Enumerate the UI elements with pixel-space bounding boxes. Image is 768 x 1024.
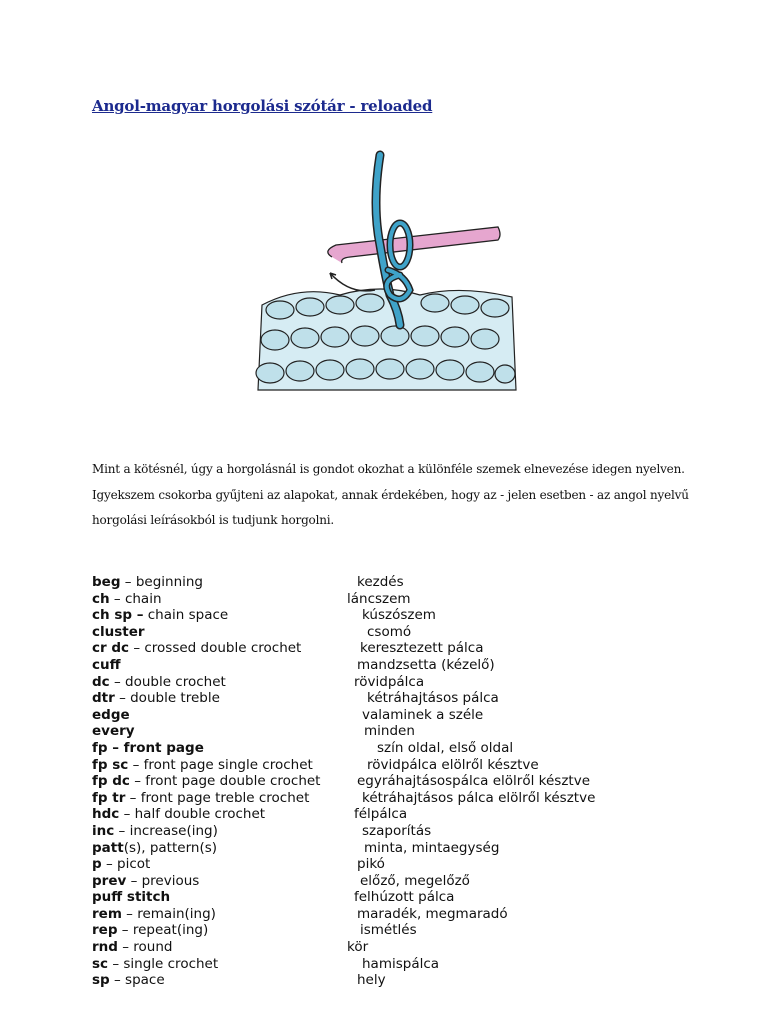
glossary-hungarian: maradék, megmaradó bbox=[357, 905, 508, 922]
glossary-abbr: every bbox=[92, 723, 135, 740]
glossary-row bbox=[92, 773, 712, 790]
glossary-row bbox=[92, 674, 712, 691]
glossary-hungarian: láncszem bbox=[347, 590, 411, 607]
glossary-term bbox=[92, 922, 208, 939]
glossary-hungarian: minta, mintaegység bbox=[364, 839, 500, 856]
glossary-english: – crossed double crochet bbox=[129, 640, 302, 657]
intro-line: horgolási leírásokból is tudjunk horgolni. bbox=[92, 513, 335, 527]
glossary-abbr: hdc bbox=[92, 806, 120, 823]
glossary-term bbox=[92, 939, 172, 956]
glossary-abbr: p bbox=[92, 856, 102, 873]
glossary-abbr: cuff bbox=[92, 656, 121, 673]
glossary-row bbox=[92, 856, 712, 873]
glossary-abbr: cr dc bbox=[92, 640, 130, 657]
glossary-term bbox=[92, 723, 135, 740]
glossary-row bbox=[92, 574, 712, 591]
glossary-row bbox=[92, 956, 712, 973]
glossary-hungarian: hamispálca bbox=[362, 955, 440, 972]
glossary-term bbox=[92, 906, 216, 923]
glossary-row bbox=[92, 889, 712, 906]
glossary-term bbox=[92, 840, 217, 857]
glossary-hungarian: előző, megelőző bbox=[360, 872, 470, 889]
glossary-english: – round bbox=[117, 939, 173, 956]
glossary-term bbox=[92, 657, 121, 674]
glossary-english: – previous bbox=[126, 872, 200, 889]
glossary-term bbox=[92, 806, 265, 823]
glossary-abbr: dc bbox=[92, 673, 110, 690]
glossary-english: chain space bbox=[143, 607, 229, 624]
glossary-row bbox=[92, 790, 712, 807]
glossary-term bbox=[92, 790, 309, 807]
glossary-hungarian: rövidpálca bbox=[354, 673, 425, 690]
glossary-abbr: fp sc bbox=[92, 756, 129, 773]
glossary-row bbox=[92, 707, 712, 724]
glossary-row bbox=[92, 624, 712, 641]
glossary-english: – remain(ing) bbox=[121, 905, 216, 922]
glossary-hungarian: kétráhajtásos pálca bbox=[367, 690, 499, 707]
glossary-row bbox=[92, 690, 712, 707]
glossary-row bbox=[92, 723, 712, 740]
glossary-term bbox=[92, 740, 204, 757]
glossary-row bbox=[92, 757, 712, 774]
glossary-hungarian: hely bbox=[357, 972, 386, 989]
glossary-row bbox=[92, 873, 712, 890]
glossary-hungarian: minden bbox=[364, 723, 415, 740]
glossary-term bbox=[92, 889, 170, 906]
glossary-english: – double crochet bbox=[109, 673, 226, 690]
glossary-hungarian: felhúzott pálca bbox=[354, 889, 455, 906]
glossary-row bbox=[92, 607, 712, 624]
glossary-row bbox=[92, 806, 712, 823]
glossary-english: – beginning bbox=[120, 574, 204, 590]
glossary-hungarian: keresztezett pálca bbox=[360, 640, 484, 657]
glossary-term bbox=[92, 690, 220, 707]
glossary-abbr: sp bbox=[92, 972, 110, 989]
intro-line: Mint a kötésnél, úgy a horgolásnál is gondot okozhat a különféle szemek elnevezése idegen nyelven. bbox=[92, 462, 685, 476]
glossary-hungarian: egyráhajtásospálca elölről késztve bbox=[357, 773, 591, 790]
glossary-english: – single crochet bbox=[108, 955, 219, 972]
glossary-english: – increase(ing) bbox=[114, 822, 218, 839]
glossary-term bbox=[92, 640, 301, 657]
glossary-hungarian: félpálca bbox=[354, 806, 408, 823]
document-title[interactable]: Angol-magyar horgolási szótár - reloaded bbox=[92, 97, 433, 115]
glossary-abbr: dtr bbox=[92, 690, 115, 707]
glossary-english: – space bbox=[109, 972, 165, 989]
glossary-hungarian: kúszószem bbox=[362, 607, 436, 624]
glossary-row bbox=[92, 823, 712, 840]
glossary-row bbox=[92, 657, 712, 674]
fabric-icon bbox=[256, 289, 516, 390]
glossary-row bbox=[92, 740, 712, 757]
glossary-abbr: cluster bbox=[92, 623, 145, 640]
glossary-abbr: fp tr bbox=[92, 789, 126, 806]
glossary-term bbox=[92, 972, 165, 989]
glossary-hungarian: ismétlés bbox=[360, 922, 417, 939]
glossary-english: – front page double crochet bbox=[129, 773, 321, 790]
glossary-english: – front page treble crochet bbox=[125, 789, 310, 806]
glossary-hungarian: pikó bbox=[357, 856, 385, 873]
glossary-english: (s), pattern(s) bbox=[123, 839, 218, 856]
glossary-english: – picot bbox=[101, 856, 151, 873]
glossary-abbr: ch bbox=[92, 590, 110, 607]
glossary-term bbox=[92, 574, 203, 591]
crochet-stitch-illustration bbox=[240, 145, 536, 395]
glossary-hungarian: szín oldal, első oldal bbox=[377, 739, 514, 756]
glossary-term bbox=[92, 624, 145, 641]
glossary-hungarian: kör bbox=[347, 939, 369, 956]
intro-paragraph bbox=[92, 457, 692, 534]
glossary-hungarian: kezdés bbox=[357, 574, 404, 590]
glossary-term bbox=[92, 773, 320, 790]
glossary-english: – repeat(ing) bbox=[117, 922, 209, 939]
glossary-hungarian: szaporítás bbox=[362, 822, 432, 839]
glossary-row bbox=[92, 972, 712, 989]
glossary-english: – double treble bbox=[114, 690, 220, 707]
glossary-hungarian: mandzsetta (kézelő) bbox=[357, 656, 495, 673]
glossary-abbr: sc bbox=[92, 955, 109, 972]
glossary-abbr: rem bbox=[92, 905, 122, 922]
glossary-hungarian: rövidpálca elölről késztve bbox=[367, 756, 539, 773]
glossary-abbr: fp dc bbox=[92, 773, 130, 790]
glossary-row bbox=[92, 922, 712, 939]
glossary-term bbox=[92, 707, 130, 724]
glossary-abbr: prev bbox=[92, 872, 127, 889]
glossary-abbr: puff stitch bbox=[92, 889, 171, 906]
glossary-row bbox=[92, 939, 712, 956]
glossary-row bbox=[92, 591, 712, 608]
glossary-term bbox=[92, 956, 218, 973]
glossary-term bbox=[92, 757, 313, 774]
hook-icon bbox=[328, 227, 500, 263]
glossary-abbr: inc bbox=[92, 822, 115, 839]
glossary-english: – chain bbox=[109, 590, 162, 607]
glossary-abbr: rep bbox=[92, 922, 118, 939]
glossary-hungarian: csomó bbox=[367, 623, 412, 640]
glossary-hungarian: valaminek a széle bbox=[362, 706, 484, 723]
arrow-icon bbox=[330, 273, 375, 291]
glossary-english: – front page single crochet bbox=[128, 756, 313, 773]
glossary-term bbox=[92, 856, 150, 873]
glossary-hungarian: kétráhajtásos pálca elölről késztve bbox=[362, 789, 596, 806]
intro-line: Igyekszem csokorba gyűjteni az alapokat, annak érdekében, hogy az - jelen esetben - az angol nyelvű bbox=[92, 487, 689, 502]
glossary-abbr: patt bbox=[92, 839, 124, 856]
glossary-abbr: edge bbox=[92, 706, 130, 723]
glossary-abbr: rnd bbox=[92, 939, 118, 956]
glossary-list bbox=[92, 574, 712, 989]
glossary-term bbox=[92, 873, 199, 890]
glossary-term bbox=[92, 591, 162, 608]
glossary-english: – half double crochet bbox=[119, 806, 266, 823]
glossary-term bbox=[92, 674, 226, 691]
glossary-row bbox=[92, 640, 712, 657]
glossary-abbr: fp – front page bbox=[92, 739, 204, 756]
glossary-term bbox=[92, 607, 228, 624]
glossary-abbr: ch sp – bbox=[92, 607, 144, 624]
glossary-row bbox=[92, 840, 712, 857]
glossary-row bbox=[92, 906, 712, 923]
glossary-abbr: beg bbox=[92, 574, 121, 590]
glossary-term bbox=[92, 823, 218, 840]
